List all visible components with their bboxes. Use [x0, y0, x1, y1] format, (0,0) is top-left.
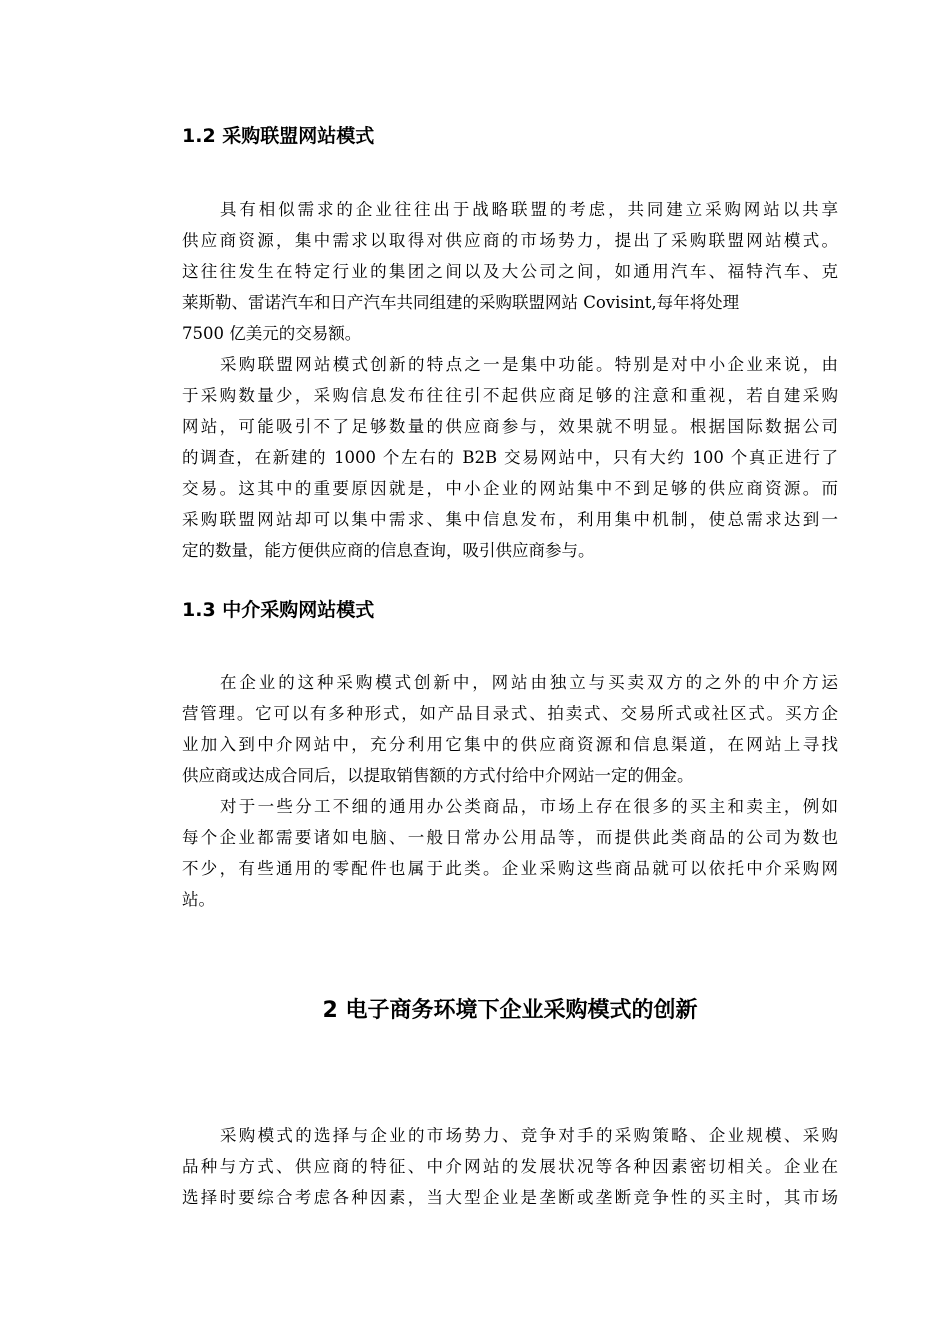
paragraph — [182, 349, 838, 566]
paragraph — [182, 667, 838, 791]
text-line: 每个企业都需要诸如电脑、一般日常办公用品等，而提供此类商品的公司为数也 — [182, 828, 838, 847]
text-line: 采购模式的选择与企业的市场势力、竞争对手的采购策略、企业规模、采购 — [220, 1126, 838, 1145]
text-line: 品种与方式、供应商的特征、中介网站的发展状况等各种因素密切相关。企业在 — [182, 1157, 838, 1176]
text-line: 于采购数量少，采购信息发布往往引不起供应商足够的注意和重视，若自建采购 — [182, 386, 838, 405]
text-line: 7500 亿美元的交易额。 — [182, 324, 362, 343]
text-line: 采购联盟网站却可以集中需求、集中信息发布，利用集中机制，使总需求达到一 — [182, 510, 838, 529]
text-line: 莱斯勒、雷诺汽车和日产汽车共同组建的采购联盟网站 Covisint,每年将处理 — [182, 293, 740, 312]
paragraph — [182, 1120, 838, 1213]
section-heading-1-3: 1.3 中介采购网站模式 — [182, 599, 375, 621]
section-heading-1-2: 1.2 采购联盟网站模式 — [182, 125, 375, 147]
text-line: 交易。这其中的重要原因就是，中小企业的网站集中不到足够的供应商资源。而 — [182, 479, 838, 498]
text-line: 站。 — [182, 890, 215, 909]
text-line: 在企业的这种采购模式创新中，网站由独立与买卖双方的之外的中介方运 — [220, 673, 838, 692]
text-line: 营管理。它可以有多种形式，如产品目录式、拍卖式、交易所式或社区式。买方企 — [182, 704, 838, 723]
text-line: 供应商资源，集中需求以取得对供应商的市场势力，提出了采购联盟网站模式。 — [182, 231, 838, 250]
text-line: 定的数量，能方便供应商的信息查询，吸引供应商参与。 — [182, 541, 595, 560]
text-line: 这往往发生在特定行业的集团之间以及大公司之间，如通用汽车、福特汽车、克 — [182, 262, 838, 281]
text-line: 对于一些分工不细的通用办公类商品，市场上存在很多的买主和卖主，例如 — [220, 797, 838, 816]
chapter-heading-2: 2 电子商务环境下企业采购模式的创新 — [322, 998, 698, 1023]
paragraph — [182, 791, 838, 915]
text-line: 选择时要综合考虑各种因素，当大型企业是垄断或垄断竞争性的买主时，其市场 — [182, 1188, 838, 1207]
text-line: 的调查，在新建的 1000 个左右的 B2B 交易网站中，只有大约 100 个真正进行了 — [182, 448, 838, 467]
text-line: 业加入到中介网站中，充分利用它集中的供应商资源和信息渠道，在网站上寻找 — [182, 735, 838, 754]
text-line: 网站，可能吸引不了足够数量的供应商参与，效果就不明显。根据国际数据公司 — [182, 417, 838, 436]
text-line: 供应商或达成合同后，以提取销售额的方式付给中介网站一定的佣金。 — [182, 766, 694, 785]
paragraph — [182, 194, 838, 349]
text-line: 采购联盟网站模式创新的特点之一是集中功能。特别是对中小企业来说，由 — [220, 355, 838, 374]
text-line: 不少，有些通用的零配件也属于此类。企业采购这些商品就可以依托中介采购网 — [182, 859, 838, 878]
text-line: 具有相似需求的企业往往出于战略联盟的考虑，共同建立采购网站以共享 — [220, 200, 838, 219]
